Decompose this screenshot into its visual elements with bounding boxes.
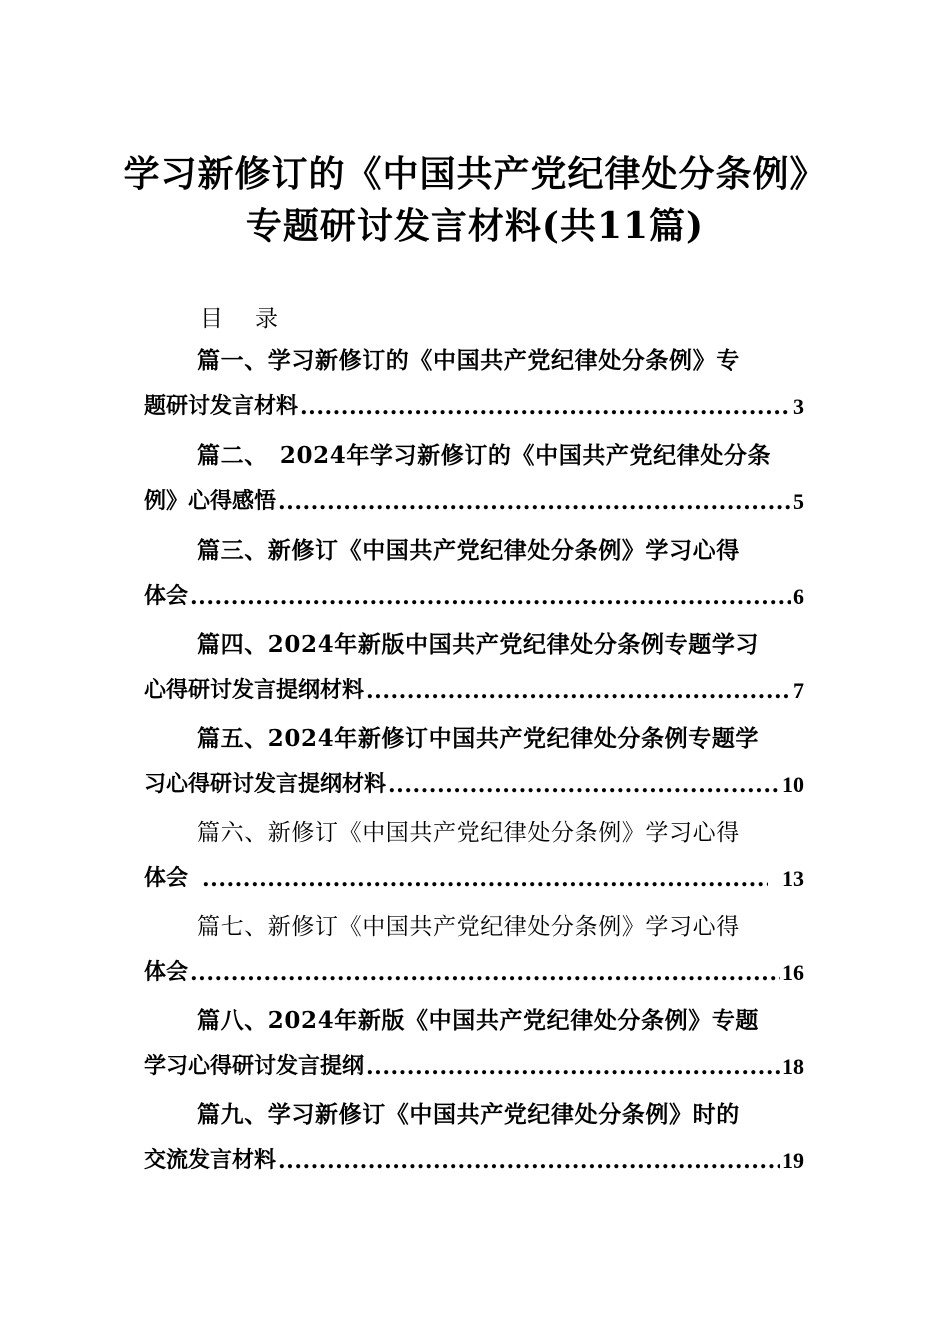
toc-entry-continuation — [144, 483, 804, 515]
toc-entry-title: 篇八、2024年新版《中国共产党纪律处分条例》专题 — [197, 1007, 760, 1034]
toc-leader-dots — [366, 674, 791, 704]
toc-entry-title: 篇五、2024年新修订中国共产党纪律处分条例专题学 — [197, 725, 760, 752]
toc-entry-1[interactable] — [0, 342, 950, 436]
toc-leader-dots — [366, 1050, 780, 1080]
document-title-line-1: 学习新修订的《中国共产党纪律处分条例》 — [123, 153, 827, 195]
toc-entry-7[interactable] — [0, 908, 950, 1002]
toc-entry-title: 篇三、新修订《中国共产党纪律处分条例》学习心得 — [197, 537, 740, 564]
toc-entry-9[interactable] — [0, 1096, 950, 1190]
toc-entry-title: 篇一、学习新修订的《中国共产党纪律处分条例》专 — [197, 347, 740, 374]
toc-entry-label: 体会 — [144, 865, 189, 891]
toc-entry-2[interactable] — [0, 437, 950, 531]
toc-page-number: 7 — [793, 678, 804, 703]
toc-entry-continuation — [144, 766, 804, 798]
toc-entry-title: 篇六、新修订《中国共产党纪律处分条例》学习心得 — [197, 820, 740, 846]
toc-entry-continuation — [144, 388, 804, 420]
toc-entry-continuation — [144, 672, 804, 704]
toc-page-number: 6 — [793, 584, 804, 609]
toc-entry-label: 心得研讨发言提纲材料 — [144, 677, 365, 703]
toc-page-number: 19 — [782, 1148, 804, 1173]
toc-entry-label: 学习心得研讨发言提纲 — [144, 1053, 365, 1079]
toc-entry-label: 习心得研讨发言提纲材料 — [144, 771, 387, 797]
toc-leader-dots — [190, 580, 791, 610]
toc-entry-3[interactable] — [0, 532, 950, 626]
toc-page-number: 13 — [782, 866, 804, 891]
toc-page-number: 3 — [793, 394, 804, 419]
toc-entry-title: 篇二、 2024年学习新修订的《中国共产党纪律处分条 — [197, 442, 772, 469]
toc-entry-6[interactable] — [0, 814, 950, 908]
toc-page-number: 18 — [782, 1054, 804, 1079]
toc-leader-dots — [278, 485, 791, 515]
toc-entry-continuation — [144, 578, 804, 610]
toc-entry-title: 篇四、2024年新版中国共产党纪律处分条例专题学习 — [197, 631, 760, 658]
toc-entry-title: 篇七、新修订《中国共产党纪律处分条例》学习心得 — [197, 914, 740, 940]
toc-page-number: 10 — [782, 772, 804, 797]
toc-entry-8[interactable] — [0, 1002, 950, 1096]
toc-page-number: 16 — [782, 960, 804, 985]
toc-entry-continuation — [144, 860, 804, 892]
toc-leader-dots — [388, 768, 780, 798]
toc-entry-title: 篇九、学习新修订《中国共产党纪律处分条例》时的 — [197, 1101, 740, 1128]
toc-leader-dots — [300, 390, 791, 420]
toc-entry-label: 体会 — [144, 959, 189, 985]
toc-entry-5[interactable] — [0, 720, 950, 814]
toc-entry-continuation — [144, 1142, 804, 1174]
toc-leader-dots — [190, 956, 780, 986]
document-title-line-2: 专题研讨发言材料(共11篇) — [245, 205, 705, 247]
toc-entry-label: 体会 — [144, 583, 189, 609]
toc-leader-dots — [278, 1144, 780, 1174]
toc-entry-label: 例》心得感悟 — [144, 488, 277, 514]
toc-entry-continuation — [144, 954, 804, 986]
toc-page-number: 5 — [793, 489, 804, 514]
toc-heading: 目录 — [200, 306, 310, 332]
toc-entry-label: 交流发言材料 — [144, 1147, 277, 1173]
toc-entry-4[interactable] — [0, 626, 950, 720]
toc-entry-label: 题研讨发言材料 — [144, 393, 299, 419]
toc-entry-continuation — [144, 1048, 804, 1080]
toc-leader-dots — [202, 862, 768, 892]
